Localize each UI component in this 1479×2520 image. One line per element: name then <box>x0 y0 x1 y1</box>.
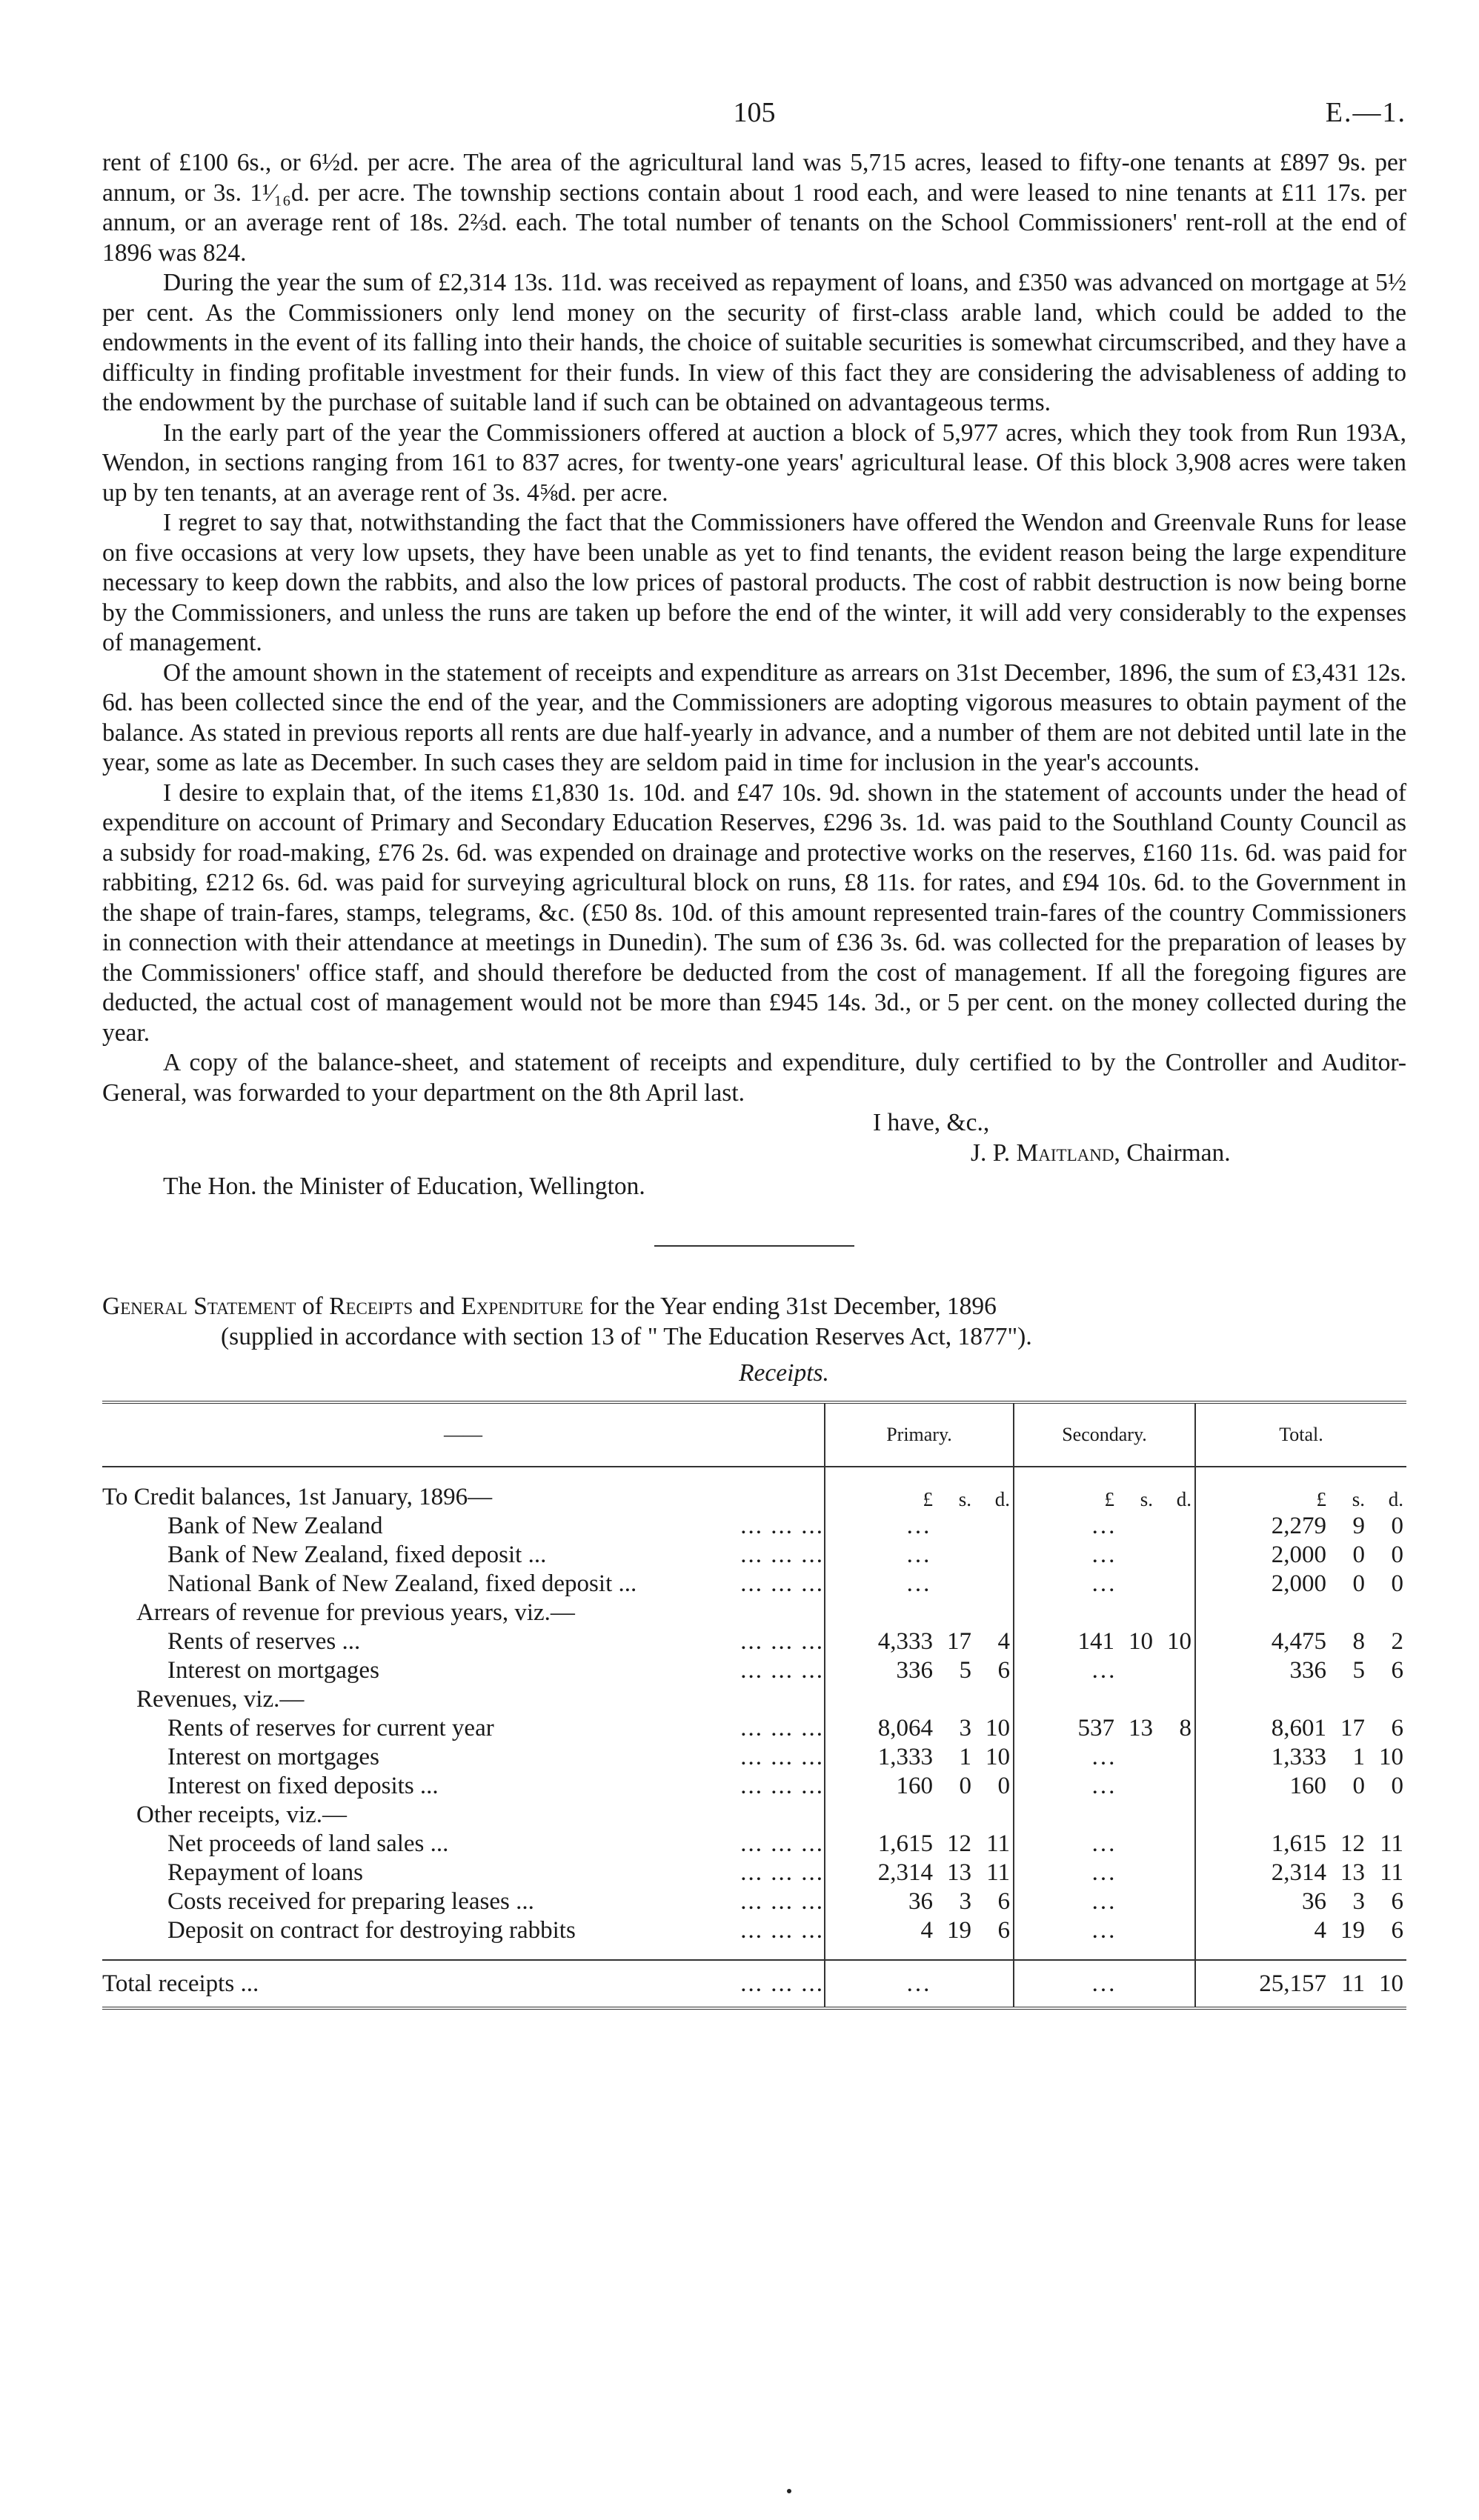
signatory-name: Maitland <box>1016 1139 1114 1167</box>
amount <box>1196 1859 1406 1887</box>
spacer-cell <box>825 1944 1014 1960</box>
table-row <box>102 1482 1406 1511</box>
amount-pounds: 2,314 <box>1271 1859 1326 1886</box>
total-amount <box>1195 1569 1406 1598</box>
amount-pence: 0 <box>1391 1570 1403 1597</box>
header-primary: Primary. <box>825 1402 1014 1467</box>
row-label <box>102 1713 825 1742</box>
row-label <box>102 1627 825 1656</box>
nil-value: ... <box>906 1541 932 1568</box>
nil-value: ... <box>1091 1830 1117 1857</box>
unit-l: £ <box>1104 1488 1114 1510</box>
leader-dots: ... ... ... <box>740 1744 824 1770</box>
primary-amount <box>825 1540 1014 1569</box>
amount-pounds: 36 <box>1302 1888 1326 1915</box>
amount-pounds: 336 <box>896 1657 933 1684</box>
row-label-text: Interest on mortgages <box>167 1744 379 1770</box>
amount-pounds: 2,000 <box>1271 1570 1326 1597</box>
amount-pence: 10 <box>1379 1744 1403 1770</box>
amount-pounds: 2,314 <box>877 1859 933 1886</box>
amount-shillings: 0 <box>1352 1570 1365 1597</box>
unit-d: d. <box>1388 1488 1403 1510</box>
unit-l: £ <box>1316 1488 1326 1510</box>
amount <box>1196 1917 1406 1944</box>
total-amount <box>1195 1858 1406 1887</box>
secondary-amount <box>1014 1656 1195 1684</box>
secondary-amount <box>1014 1713 1195 1742</box>
leader-dots: ... ... ... <box>740 1859 824 1886</box>
primary-amount <box>825 1829 1014 1858</box>
primary-amount <box>825 1771 1014 1800</box>
primary-amount <box>825 1887 1014 1916</box>
nil-value: ... <box>1091 1970 1117 1997</box>
document-page <box>102 81 1406 2010</box>
amount-pence: 6 <box>1391 1888 1403 1915</box>
amount-pounds: 336 <box>1289 1657 1326 1684</box>
title-part: of <box>296 1293 330 1320</box>
leader-dots: ... ... ... <box>740 1970 824 1997</box>
header-description: —— <box>444 1424 482 1445</box>
table-body <box>102 1467 1406 2008</box>
amount-pence: 0 <box>1391 1513 1403 1539</box>
primary-amount <box>825 1742 1014 1771</box>
row-label-text: Repayment of loans <box>167 1859 363 1886</box>
amount-shillings: 11 <box>1341 1970 1365 1997</box>
primary-amount <box>825 1627 1014 1656</box>
paragraph: rent of £100 6s., or 6½d. per acre. The area of the agricultural land was 5,715 acres, leased to fifty-one tenants at £897 9s. per annum, or 3s. 1¹⁄₁₆d. per acre. The township sections contain about 1 rood each, and were leased to nine tenants at £11 17s. per annum, or an average rent of 18s. 2⅔d. each. The total number of tenants on the School Commissioners' rent-roll at the end of 1896 was 824. <box>102 149 1406 267</box>
statement-title-line <box>102 1291 1406 1321</box>
total-amount <box>1195 1829 1406 1858</box>
spacer-cell <box>102 1944 825 1960</box>
amount-shillings: 13 <box>1129 1715 1153 1741</box>
amount <box>1196 1830 1406 1858</box>
row-label-text: Bank of New Zealand <box>167 1513 383 1539</box>
receipts-heading: Receipts. <box>739 1359 829 1387</box>
amount <box>1196 1744 1406 1771</box>
row-label <box>102 1598 825 1627</box>
amount-shillings: 0 <box>959 1773 971 1799</box>
row-label-text: Rents of reserves for current year <box>167 1715 494 1741</box>
total-amount <box>1195 1511 1406 1540</box>
row-label-text: Costs received for preparing leases ... <box>167 1888 534 1915</box>
amount-shillings: 5 <box>959 1657 971 1684</box>
secondary-amount <box>1014 1916 1195 1944</box>
addressee: The Hon. the Minister of Education, Wellington. <box>163 1173 645 1200</box>
leader-dots: ... ... ... <box>740 1715 824 1741</box>
currency-units <box>1196 1488 1406 1511</box>
row-label <box>102 1742 825 1771</box>
nil-value: ... <box>1091 1744 1117 1770</box>
table-row <box>102 1742 1406 1771</box>
header-secondary: Secondary. <box>1014 1402 1195 1467</box>
page-header <box>102 81 1406 148</box>
amount <box>825 1830 1013 1858</box>
table-row <box>102 1656 1406 1684</box>
amount <box>825 1715 1013 1742</box>
amount <box>825 1888 1013 1916</box>
row-label-text: National Bank of New Zealand, fixed deposit ... <box>167 1570 637 1597</box>
amount-pounds: 1,333 <box>1271 1744 1326 1770</box>
leader-dots: ... ... ... <box>740 1541 824 1568</box>
document-reference: E.—1. <box>1325 97 1406 128</box>
nil-value: ... <box>1091 1888 1117 1915</box>
amount-pence: 10 <box>986 1715 1010 1741</box>
table-row <box>102 1916 1406 1944</box>
amount-shillings: 3 <box>1352 1888 1365 1915</box>
total-amount <box>1195 1656 1406 1684</box>
paragraph: In the early part of the year the Commissioners offered at auction a block of 5,977 acres, which they took from Run 193A, Wendon, in sections ranging from 161 to 837 acres, for twenty-one years' agricultural lease. Of this block 3,908 acres were taken up by ten tenants, at an average rent of 3s. 4⅝d. per acre. <box>102 419 1406 507</box>
nil-value: ... <box>906 1570 932 1597</box>
table-row <box>102 1713 1406 1742</box>
spacer-cell <box>1014 1944 1195 1960</box>
table-row <box>102 1887 1406 1916</box>
amount-pounds: 8,064 <box>877 1715 933 1741</box>
secondary-amount <box>1014 1829 1195 1858</box>
amount-pounds: 4 <box>920 1917 933 1944</box>
primary-amount <box>825 1511 1014 1540</box>
signatory <box>102 1139 1406 1169</box>
amount-pence: 10 <box>986 1744 1010 1770</box>
paragraph: A copy of the balance-sheet, and statement of receipts and expenditure, duly certified to by the Controller and Auditor-General, was forwarded to your department on the 8th April last. <box>102 1049 1406 1107</box>
amount-pounds: 8,601 <box>1271 1715 1326 1741</box>
leader-dots: ... ... ... <box>740 1628 824 1655</box>
amount-pounds: 160 <box>1289 1773 1326 1799</box>
amount <box>825 1859 1013 1887</box>
amount-pounds: 4,333 <box>877 1628 933 1655</box>
row-label-text: Arrears of revenue for previous years, viz.— <box>136 1599 575 1626</box>
amount-pounds: 2,000 <box>1271 1541 1326 1568</box>
title-part: General Statement <box>102 1293 296 1320</box>
amount-shillings: 17 <box>947 1628 971 1655</box>
amount <box>1196 1715 1406 1742</box>
amount-pence: 8 <box>1179 1715 1191 1741</box>
amount-pounds: 1,615 <box>1271 1830 1326 1857</box>
amount <box>825 1657 1013 1684</box>
amount-shillings: 1 <box>959 1744 971 1770</box>
row-label <box>102 1540 825 1569</box>
nil-value: ... <box>1091 1513 1117 1539</box>
nil-value: ... <box>1091 1773 1117 1799</box>
row-label-text: To Credit balances, 1st January, 1896— <box>102 1484 493 1510</box>
secondary-amount <box>1014 1511 1195 1540</box>
row-label-text: Bank of New Zealand, fixed deposit ... <box>167 1541 547 1568</box>
amount <box>825 1628 1013 1656</box>
primary-amount <box>825 1916 1014 1944</box>
row-label-text: Interest on mortgages <box>167 1657 379 1684</box>
nil-value: ... <box>1091 1541 1117 1568</box>
paragraph: During the year the sum of £2,314 13s. 11d. was received as repayment of loans, and £350 was advanced on mortgage at 5½ per cent. As the Commissioners only lend money on the security of first-class arable land, which could be added to the endowments in the event of its falling into their hands, the choice of suitable securities is somewhat circumscribed, and they have a difficulty in finding profitable investment for their funds. In view of this fact they are considering the advisableness of adding to the endowment by the purchase of suitable land if such can be obtained on advantageous terms. <box>102 269 1406 416</box>
spacer-row <box>102 1467 1406 1482</box>
secondary-amount <box>1014 1627 1195 1656</box>
letter-body <box>102 148 1406 1108</box>
amount-pence: 11 <box>986 1859 1010 1886</box>
unit-d: d. <box>994 1488 1010 1510</box>
row-label <box>102 1656 825 1684</box>
amount-shillings: 13 <box>947 1859 971 1886</box>
primary-amount <box>825 1800 1014 1829</box>
row-label <box>102 1511 825 1540</box>
leader-dots: ... ... ... <box>740 1773 824 1799</box>
total-label-text: Total receipts ... <box>102 1970 259 1997</box>
amount-shillings: 12 <box>947 1830 971 1857</box>
amount <box>825 1744 1013 1771</box>
leader-dots: ... ... ... <box>740 1513 824 1539</box>
total-amount <box>1195 1960 1406 2008</box>
table-row <box>102 1800 1406 1829</box>
row-label-text: Other receipts, viz.— <box>136 1801 348 1828</box>
amount-shillings: 17 <box>1340 1715 1365 1741</box>
amount-shillings: 19 <box>947 1917 971 1944</box>
unit-s: s. <box>958 1488 971 1510</box>
primary-amount <box>825 1858 1014 1887</box>
table-row <box>102 1858 1406 1887</box>
nil-value: ... <box>1091 1859 1117 1886</box>
statement-subtitle: (supplied in accordance with section 13 of " The Education Reserves Act, 1877"). <box>221 1323 1032 1350</box>
amount-shillings: 19 <box>1340 1917 1365 1944</box>
row-label <box>102 1887 825 1916</box>
primary-amount <box>825 1713 1014 1742</box>
row-label <box>102 1916 825 1944</box>
amount-pence: 11 <box>1380 1830 1403 1857</box>
amount-shillings: 9 <box>1352 1513 1365 1539</box>
title-part: and <box>413 1293 462 1320</box>
nil-value: ... <box>906 1970 932 1997</box>
signatory-initials: J. P. <box>971 1139 1011 1167</box>
secondary-amount <box>1014 1858 1195 1887</box>
primary-amount <box>825 1656 1014 1684</box>
primary-amount <box>825 1598 1014 1627</box>
secondary-amount <box>1014 1742 1195 1771</box>
amount-pence: 6 <box>1391 1917 1403 1944</box>
amount-shillings: 13 <box>1340 1859 1365 1886</box>
amount-pence: 0 <box>997 1773 1010 1799</box>
amount-pounds: 4,475 <box>1271 1628 1326 1655</box>
table-row <box>102 1627 1406 1656</box>
row-label <box>102 1858 825 1887</box>
amount-pence: 6 <box>997 1657 1010 1684</box>
header-total: Total. <box>1195 1402 1406 1467</box>
signature-block <box>102 1108 1406 1168</box>
total-label <box>102 1960 825 2008</box>
amount-pence: 11 <box>1380 1859 1403 1886</box>
leader-dots: ... ... ... <box>740 1657 824 1684</box>
section-divider <box>654 1245 854 1247</box>
amount-pence: 0 <box>1391 1773 1403 1799</box>
title-part: for the Year ending 31st December, 1896 <box>583 1293 997 1320</box>
amount-pence: 6 <box>1391 1715 1403 1741</box>
total-amount <box>1195 1540 1406 1569</box>
secondary-units <box>1014 1482 1195 1511</box>
receipts-table <box>102 1401 1406 2010</box>
amount-pence: 6 <box>997 1917 1010 1944</box>
amount-pounds: 537 <box>1077 1715 1114 1741</box>
total-row <box>102 1960 1406 2008</box>
amount <box>1196 1888 1406 1916</box>
primary-amount <box>825 1569 1014 1598</box>
secondary-amount <box>1014 1540 1195 1569</box>
amount-pence: 4 <box>997 1628 1010 1655</box>
table-row <box>102 1771 1406 1800</box>
total-amount <box>1195 1887 1406 1916</box>
amount <box>1196 1773 1406 1800</box>
amount-shillings: 8 <box>1352 1628 1365 1655</box>
amount <box>825 1917 1013 1944</box>
nil-value: ... <box>1091 1657 1117 1684</box>
secondary-amount <box>1014 1960 1195 2008</box>
secondary-amount <box>1014 1887 1195 1916</box>
amount-pence: 10 <box>1379 1970 1403 1997</box>
page-number: 105 <box>733 97 776 128</box>
row-label <box>102 1771 825 1800</box>
amount-pounds: 141 <box>1077 1628 1114 1655</box>
amount-shillings: 12 <box>1340 1830 1365 1857</box>
closing-line: I have, &c., <box>873 1109 990 1136</box>
amount-shillings: 3 <box>959 1888 971 1915</box>
row-label <box>102 1482 825 1511</box>
unit-s: s. <box>1140 1488 1153 1510</box>
leader-dots: ... ... ... <box>740 1570 824 1597</box>
amount-pounds: 25,157 <box>1259 1970 1326 1997</box>
total-amount <box>1195 1742 1406 1771</box>
table-header-row <box>102 1402 1406 1467</box>
table-row <box>102 1684 1406 1713</box>
total-amount <box>1195 1916 1406 1944</box>
amount <box>1196 1570 1406 1598</box>
amount-shillings: 0 <box>1352 1773 1365 1799</box>
nil-value: ... <box>906 1513 932 1539</box>
secondary-amount <box>1014 1684 1195 1713</box>
total-units <box>1195 1482 1406 1511</box>
amount <box>1196 1513 1406 1540</box>
amount-pence: 6 <box>1391 1657 1403 1684</box>
primary-amount <box>825 1684 1014 1713</box>
page-mark <box>787 2489 791 2493</box>
signatory-title: , Chairman. <box>1114 1139 1231 1167</box>
amount <box>1196 1541 1406 1569</box>
amount-shillings: 1 <box>1352 1744 1365 1770</box>
leader-dots: ... ... ... <box>740 1917 824 1944</box>
amount-shillings: 0 <box>1352 1541 1365 1568</box>
amount-pounds: 4 <box>1314 1917 1326 1944</box>
row-label <box>102 1829 825 1858</box>
table-row <box>102 1598 1406 1627</box>
secondary-amount <box>1014 1771 1195 1800</box>
paragraph: I regret to say that, notwithstanding the fact that the Commissioners have offered the Wendon and Greenvale Runs for lease on five occasions at very low upsets, they have been unable as yet to find tenants, the evident reason being the large expenditure necessary to keep down the rabbits, and also the low prices of pastoral products. The cost of rabbit destruction is now being borne by the Commissioners, and unless the runs are taken up before the end of the winter, it will add very considerably to the expenses of management. <box>102 509 1406 656</box>
row-label-text: Interest on fixed deposits ... <box>167 1773 439 1799</box>
primary-amount <box>825 1960 1014 2008</box>
secondary-amount <box>1014 1800 1195 1829</box>
row-label-text: Rents of reserves ... <box>167 1628 361 1655</box>
total-amount <box>1195 1771 1406 1800</box>
amount-pounds: 1,615 <box>877 1830 933 1857</box>
amount-pounds: 36 <box>908 1888 933 1915</box>
paragraph: I desire to explain that, of the items £1,830 1s. 10d. and £47 10s. 9d. shown in the statement of accounts under the head of expenditure on account of Primary and Secondary Education Reserves, £296 3s. 1d. was paid to the Southland County Council as a subsidy for road-making, £76 2s. 6d. was expended on drainage and protective works on the reserves, £160 11s. 6d. was paid for rabbiting, £212 6s. 6d. was paid for surveying agricultural block on runs, £8 11s. for rates, and £94 10s. 6d. to the Government in the shape of train-fares, stamps, telegrams, &c. (£50 8s. 10d. of this amount represented train-fares of the country Commissioners in connection with their attendance at meetings in Dunedin). The sum of £36 3s. 6d. was collected for the preparation of leases by the Commissioners' office staff, and should therefore be deducted from the cost of management. If all the foregoing figures are deducted, the actual cost of management would not be more than £945 14s. 3d., or 5 per cent. on the money collected during the year. <box>102 779 1406 1047</box>
nil-value: ... <box>1091 1570 1117 1597</box>
total-amount <box>1195 1800 1406 1829</box>
row-label <box>102 1569 825 1598</box>
total-amount <box>1195 1627 1406 1656</box>
nil-value: ... <box>1091 1917 1117 1944</box>
secondary-amount <box>1014 1598 1195 1627</box>
unit-s: s. <box>1352 1488 1365 1510</box>
row-label <box>102 1684 825 1713</box>
paragraph: Of the amount shown in the statement of receipts and expenditure as arrears on 31st December, 1896, the sum of £3,431 12s. 6d. has been collected since the end of the year, and the Commissioners are adopting vigorous measures to obtain payment of the balance. As stated in previous reports all rents are due half-yearly in advance, and a number of them are not debited until late in the year, some as late as December. In such cases they are seldom paid in time for inclusion in the year's accounts. <box>102 659 1406 776</box>
row-label-text: Deposit on contract for destroying rabbits <box>167 1917 576 1944</box>
total-amount <box>1195 1684 1406 1713</box>
amount-shillings: 5 <box>1352 1657 1365 1684</box>
table-row <box>102 1540 1406 1569</box>
amount-pounds: 1,333 <box>877 1744 933 1770</box>
amount-shillings: 10 <box>1129 1628 1153 1655</box>
row-label-text: Net proceeds of land sales ... <box>167 1830 449 1857</box>
table-row <box>102 1569 1406 1598</box>
title-part: Receipts <box>329 1293 413 1320</box>
amount-pence: 10 <box>1167 1628 1191 1655</box>
table-row <box>102 1829 1406 1858</box>
table-row <box>102 1511 1406 1540</box>
amount <box>825 1773 1013 1800</box>
amount-shillings: 3 <box>959 1715 971 1741</box>
amount-pence: 2 <box>1391 1628 1403 1655</box>
total-amount <box>1195 1598 1406 1627</box>
leader-dots: ... ... ... <box>740 1830 824 1857</box>
secondary-amount <box>1014 1569 1195 1598</box>
statement-title <box>102 1291 1406 1352</box>
amount <box>1014 1628 1194 1656</box>
amount-pounds: 160 <box>896 1773 933 1799</box>
spacer-row <box>102 1944 1406 1960</box>
row-label-text: Revenues, viz.— <box>136 1686 305 1713</box>
primary-units <box>825 1482 1014 1511</box>
unit-l: £ <box>923 1488 933 1510</box>
amount <box>1196 1970 1406 1998</box>
amount-pence: 0 <box>1391 1541 1403 1568</box>
amount-pence: 6 <box>997 1888 1010 1915</box>
currency-units <box>1014 1488 1194 1511</box>
amount-pence: 11 <box>986 1830 1010 1857</box>
amount <box>1196 1657 1406 1684</box>
row-label <box>102 1800 825 1829</box>
currency-units <box>825 1488 1013 1511</box>
amount-pounds: 2,279 <box>1271 1513 1326 1539</box>
title-part: Expenditure <box>461 1293 584 1320</box>
total-amount <box>1195 1713 1406 1742</box>
amount <box>1014 1715 1194 1742</box>
leader-dots: ... ... ... <box>740 1888 824 1915</box>
amount <box>1196 1628 1406 1656</box>
spacer-cell <box>1195 1944 1406 1960</box>
unit-d: d. <box>1176 1488 1191 1510</box>
